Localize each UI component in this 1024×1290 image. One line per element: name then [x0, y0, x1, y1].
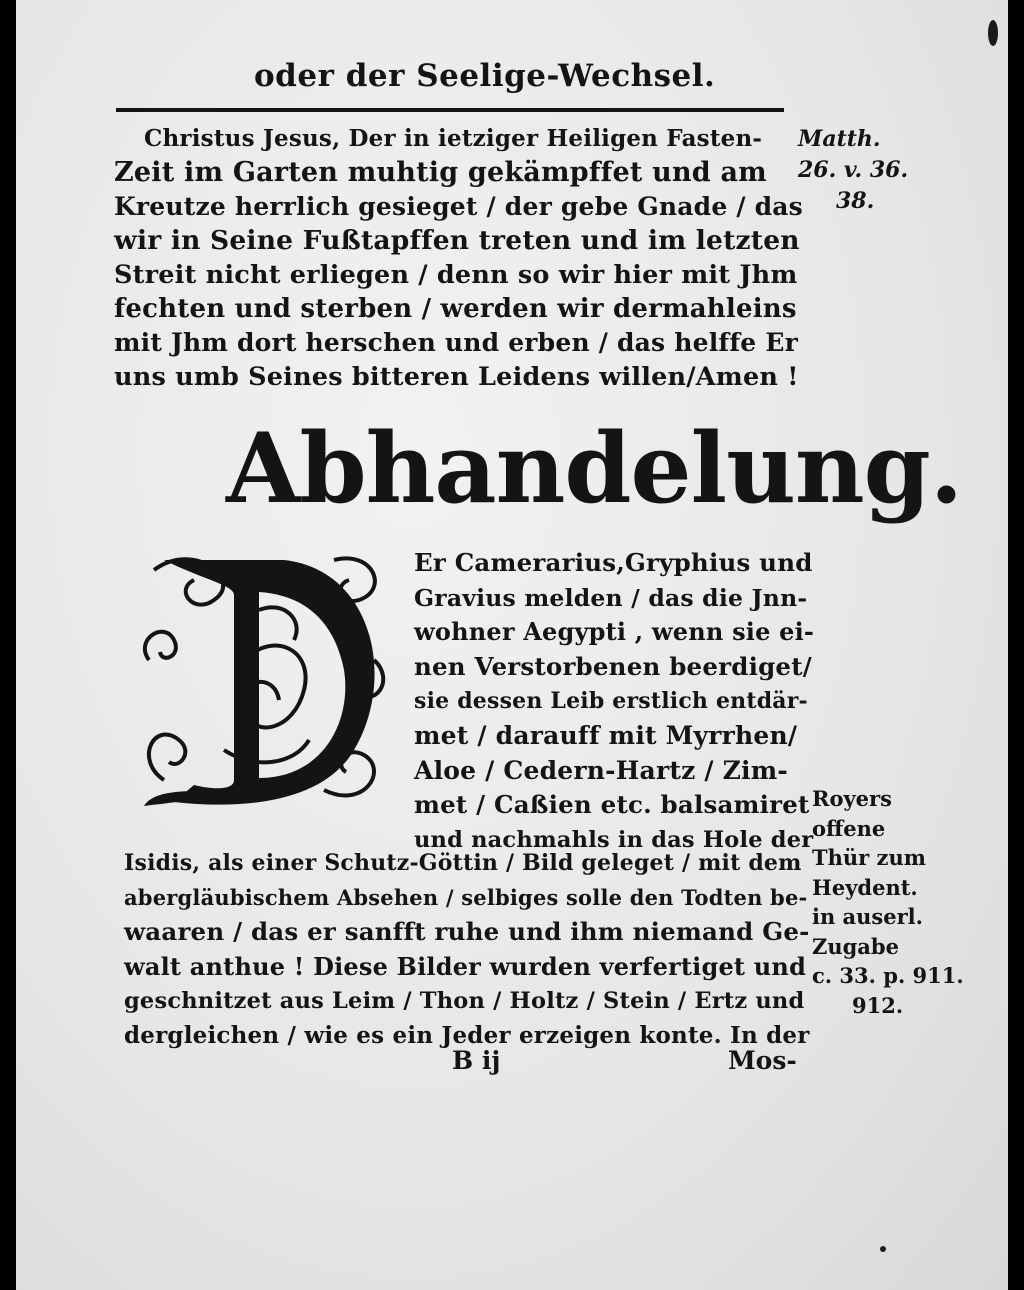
- margin-note-line: 26. v. 36.: [798, 157, 909, 183]
- text-line: met / darauff mit Myrrhen/: [414, 720, 798, 750]
- opening-prayer: [114, 122, 804, 394]
- text-line: nen Verstorbenen beerdiget/: [414, 651, 812, 681]
- text-line: fechten und sterben / werden wir dermahleins: [114, 294, 797, 324]
- margin-note-line: in auserl.: [812, 904, 923, 929]
- margin-note-line: c. 33. p. 911.: [812, 963, 964, 988]
- text-line: walt anthue ! Diese Bilder wurden verfertiget und: [124, 951, 807, 981]
- text-line: dergleichen / wie es ein Jeder erzeigen konte. In der: [124, 1021, 810, 1049]
- margin-note-line: Thür zum: [812, 845, 926, 870]
- signature-mark: B ij: [452, 1046, 501, 1075]
- text-line: Kreutze herrlich gesieget / der gebe Gnade / das: [114, 192, 803, 221]
- text-line: abergläubischem Absehen / selbiges solle den Todten be-: [124, 884, 808, 910]
- margin-note-line: offene: [812, 815, 886, 841]
- margin-note-line: Royers: [812, 786, 892, 811]
- text-line: mit Jhm dort herschen und erben / das helffe Er: [114, 328, 798, 357]
- margin-note-line: 912.: [852, 992, 904, 1018]
- text-line: uns umb Seines bitteren Leidens willen/Amen !: [114, 362, 799, 392]
- text-line: Streit nicht erliegen / denn so wir hier mit Jhm: [114, 260, 798, 290]
- margin-note-line: Zugabe: [812, 933, 899, 959]
- text-line: sie dessen Leib erstlich entdär-: [414, 688, 808, 715]
- text-line: waaren / das er sanfft ruhe und ihm niemand Ge-: [124, 917, 810, 947]
- text-line: Gravius melden / das die Jnn-: [414, 583, 808, 612]
- running-head: oder der Seelige-Wechsel.: [254, 58, 716, 94]
- margin-note-citation: [812, 784, 964, 1020]
- text-line: Aloe / Cedern-Hartz / Zim-: [414, 755, 788, 785]
- text-line: Er Camerarius,Gryphius und: [414, 548, 813, 577]
- margin-note-line: 38.: [836, 188, 875, 214]
- ink-speck: [988, 20, 998, 46]
- margin-note-line: Matth.: [798, 126, 881, 152]
- text-line: wir in Seine Fußtapffen treten und im letzten: [114, 225, 800, 256]
- text-line: Christus Jesus, Der in ietziger Heiligen Fasten-: [144, 125, 763, 152]
- first-paragraph-continuation: [124, 846, 814, 1054]
- first-paragraph-dropcap-lines: [414, 546, 814, 857]
- margin-note-scripture: [798, 124, 908, 217]
- text-line: Isidis, als einer Schutz-Göttin / Bild geleget / mit dem: [124, 850, 802, 876]
- text-line: met / Caßien etc. balsamiret: [414, 790, 810, 820]
- text-line: wohner Aegypti , wenn sie ei-: [414, 617, 815, 647]
- text-line: und nachmahls in das Hole der: [414, 826, 814, 853]
- header-rule: [116, 108, 784, 112]
- section-heading: Abhandelung.: [226, 412, 963, 525]
- catchword: Mos-: [728, 1046, 797, 1075]
- text-line: geschnitzet aus Leim / Thon / Holtz / Stein / Ertz und: [124, 988, 805, 1015]
- book-page: [16, 0, 1008, 1290]
- ornamental-initial-d: [134, 540, 396, 818]
- margin-note-line: Heydent.: [812, 874, 918, 900]
- ink-speck: [880, 1246, 886, 1252]
- text-line: Zeit im Garten muhtig gekämpffet und am: [114, 157, 767, 188]
